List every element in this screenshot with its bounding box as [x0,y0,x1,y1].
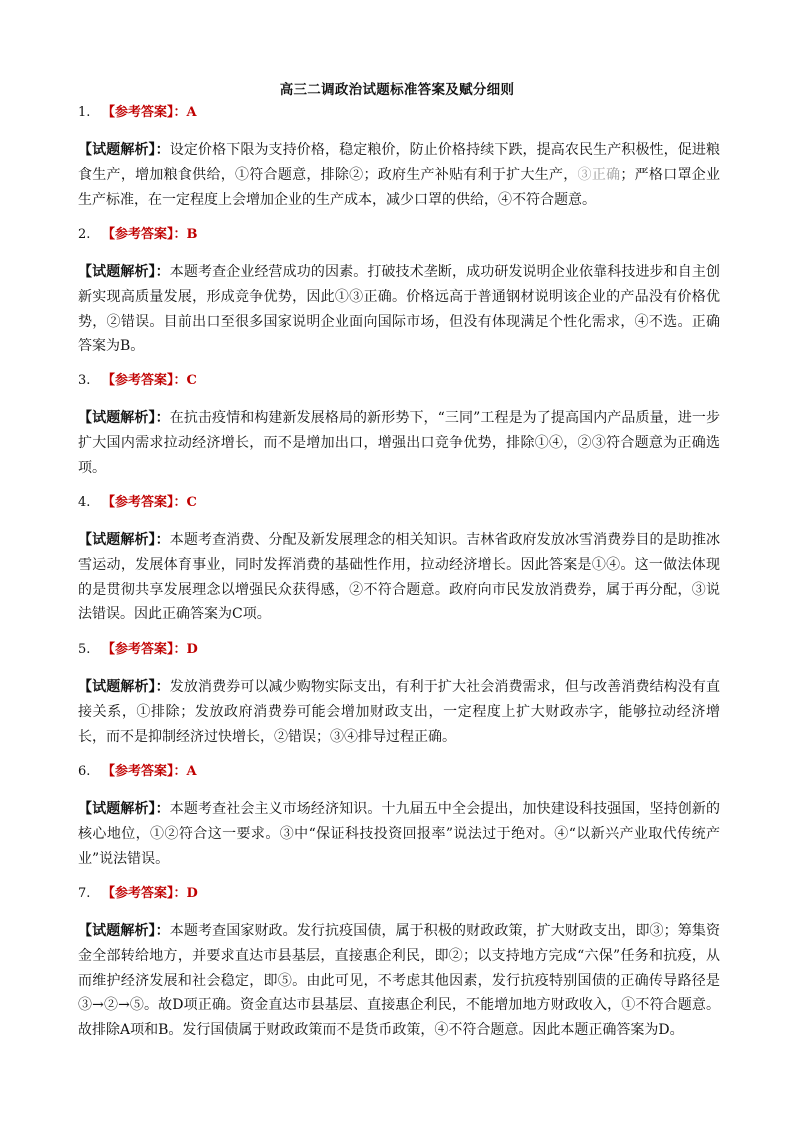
answer-value: D [186,886,198,901]
answer-value: A [186,105,197,120]
answer-label: 【参考答案】： [102,642,187,657]
explanation-2 [78,260,720,359]
explanation-text: 本题考查消费、分配及新发展理念的相关知识。吉林省政府发放冰雪消费券目的是助推冰雪运动，发展体育事业，同时发挥消费的基础性作用，拉动经济增长。因此答案是①④。这一做法体现的是贯彻共享发展理念以增强民众获得感，②不符合题意。政府向市民发放消费券，属于再分配，③说法错误。因此正确答案为C项。 [78,532,721,623]
explanation-5 [78,675,720,749]
explanation-text: 发放消费券可以减少购物实际支出，有利于扩大社会消费需求，但与改善消费结构没有直接关系，①排除；发放政府消费券可能会增加财政支出，一定程度上扩大财政赤字，能够拉动经济增长，而不是抑制经济过快增长，②错误；③④排导过程正确。 [78,679,721,745]
explanation-heading: 【试题解析】： [78,142,170,158]
question-number: 5. [78,642,91,657]
question-number: 6. [78,764,91,779]
explanation-heading: 【试题解析】： [78,410,170,426]
answer-label: 【参考答案】： [102,105,187,120]
explanation-3 [78,406,720,480]
explanation-text: 本题考查国家财政。发行抗疫国债，属于积极的财政政策，扩大财政支出，即③；筹集资金全部转给地方，并要求直达市县基层，直接惠企利民，即②；以支持地方完成“六保”任务和抗疫，从而维护经济发展和社会稳定，即⑤。由此可见，不考虑其他因素，发行抗疫特别国债的正确传导路径是③→②→⑤。故D项正确。资金直达市县基层、直接惠企利民，不能增加地方财政收入，①不符合题意。故排除A项和B。发行国债属于财政政策而不是货币政策，④不符合题意。因此本题正确答案为D。 [78,923,721,1039]
answer-line-4 [78,494,720,512]
explanation-1 [78,138,720,212]
answer-value: A [186,764,197,779]
explanation-text: 在抗击疫情和构建新发展格局的新形势下，“三同”工程是为了提高国内产品质量，进一步扩大国内需求拉动经济增长，而不是增加出口，增强出口竞争优势，排除①④，②③符合题意为正确选项。 [78,410,721,476]
question-number: 1. [78,105,91,120]
answer-value: B [186,227,198,242]
answer-line-7 [78,885,720,903]
answer-value: D [186,642,198,657]
explanation-grey-text: ③正确 [577,166,621,183]
answer-line-1 [78,104,720,122]
answer-line-6 [78,763,720,781]
explanation-text: ；严格口罩企业生产标准，在一定程度上会增加企业的生产成本，减少口罩的供给，④不符合题意。 [78,166,721,208]
explanation-7 [78,919,720,1043]
explanation-heading: 【试题解析】： [78,923,170,939]
answer-value: C [186,495,197,510]
explanation-text: 本题考查企业经营成功的因素。打破技术垄断，成功研发说明企业依靠科技进步和自主创新实现高质量发展，形成竞争优势，因此①③正确。价格远高于普通钢材说明该企业的产品没有价格优势，②错误。目前出口至很多国家说明企业面向国际市场，但没有体现满足个性化需求，④不选。正确答案为B。 [78,264,721,355]
explanation-4 [78,528,720,627]
answer-line-3 [78,372,720,390]
question-number: 7. [78,886,91,901]
explanation-heading: 【试题解析】： [78,801,170,817]
answer-value: C [186,373,197,388]
explanation-heading: 【试题解析】： [78,532,170,548]
answer-line-5 [78,641,720,659]
question-number: 4. [78,495,91,510]
explanation-heading: 【试题解析】： [78,679,170,695]
question-number: 2. [78,227,91,242]
explanation-6 [78,797,720,871]
explanation-heading: 【试题解析】： [78,264,170,280]
explanation-text: 本题考查社会主义市场经济知识。十九届五中全会提出，加快建设科技强国，坚持创新的核心地位，①②符合这一要求。③中“保证科技投资回报率”说法过于绝对。④“以新兴产业取代传统产业”说法错误。 [78,801,721,867]
explanation-text: 设定价格下限为支持价格，稳定粮价，防止价格持续下跌，提高农民生产积极性，促进粮食生产，增加粮食供给，①符合题意，排除②；政府生产补贴有利于扩大生产， [78,142,721,183]
answer-label: 【参考答案】： [102,227,187,242]
answer-line-2 [78,226,720,244]
answer-label: 【参考答案】： [102,886,187,901]
answer-label: 【参考答案】： [102,495,187,510]
answer-label: 【参考答案】： [102,373,187,388]
answer-label: 【参考答案】： [102,764,187,779]
page-title: 高三二调政治试题标准答案及赋分细则 [279,82,515,98]
question-number: 3. [78,373,91,388]
